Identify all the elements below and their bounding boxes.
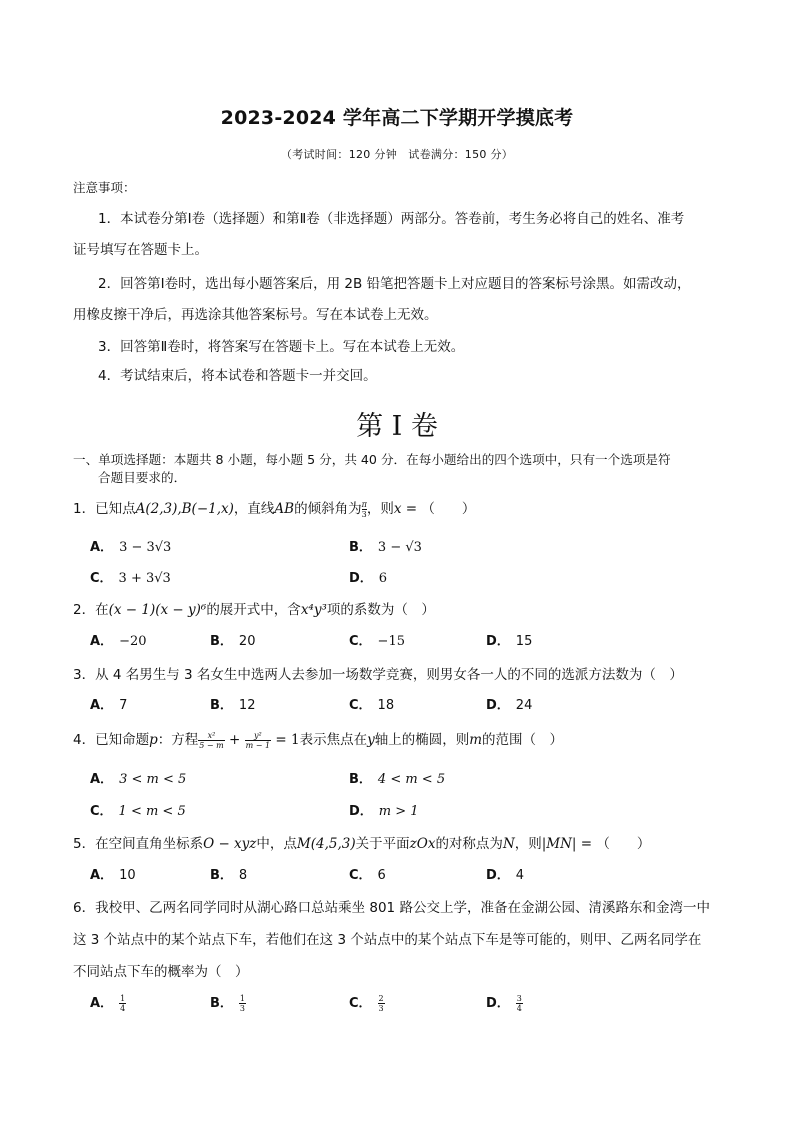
q2-option-c: C． −15 [349,634,405,649]
exam-title: 2023-2024 学年高二下学期开学摸底考 [220,107,574,129]
question-1-math: A(2,3),B(−1,x) [135,501,234,517]
exam-subtitle: （考试时间：120 分钟 试卷满分：150 分） [280,148,514,161]
question-6-line-1: 6．我校甲、乙两名同学同时从湖心路口总站乘坐 801 路公交上学，准备在金湖公园、清溪路东和金湾一中 [73,900,710,916]
question-5: 5．在空间直角坐标系O − xyz中，点M(4,5,3)关于平面zOx的对称点为N，则|MN| = （ ） [73,836,651,852]
part1-instruction-line-1: 一、单项选择题：本题共 8 小题，每小题 5 分，共 40 分．在每小题给出的四个选项中，只有一个选项是符 [73,452,671,467]
q3-option-d: D． 24 [486,698,533,713]
q3-option-a: A． 7 [90,698,128,713]
q4-option-c: C． 1 < m < 5 [90,804,186,819]
q4-option-a: A． 3 < m < 5 [90,772,187,787]
q5-option-b: B． 8 [210,868,248,883]
q6-option-c: C． $\frac{2}{3}$ [349,994,384,1013]
q6-option-a: A． $\frac{1}{4}$ [90,994,126,1013]
part1-instruction-line-2: 合题目要求的． [98,470,187,485]
question-4-fraction-x: $\frac{\text{x²}}{5 - m}$ [199,730,224,750]
notice-item-4: 4．考试结束后，将本试卷和答题卡一并交回。 [98,368,377,384]
q5-option-d: D． 4 [486,868,525,883]
question-6-line-3: 不同站点下车的概率为（ ） [73,964,249,980]
q2-option-a: A． −20 [90,634,147,649]
q1-option-b: B． 3 − √3 [349,540,422,555]
q1-option-d: D． 6 [349,571,388,586]
q1-option-a: A． 3 − 3√3 [90,540,172,555]
q2-option-b: B． 20 [210,634,256,649]
q3-option-c: C． 18 [349,698,395,713]
q4-option-b: B． 4 < m < 5 [349,772,446,787]
question-2: 2．在(x − 1)(x − y)⁶的展开式中，含x⁴y³项的系数为（ ） [73,602,435,618]
notice-heading: 注意事项： [73,180,136,195]
notice-item-3: 3．回答第Ⅱ卷时，将答案写在答题卡上。写在本试卷上无效。 [98,339,465,355]
q6-option-d: D． $\frac{3}{4}$ [486,994,522,1013]
question-6-line-2: 这 3 个站点中的某个站点下车，若他们在这 3 个站点中的某个站点下车是等可能的，则甲、乙两名同学在 [73,932,702,948]
section-title: 第 I 卷 [356,411,438,442]
question-4-fraction-y: $\frac{\text{y²}}{m - 1}$ [245,730,271,750]
question-4: 4．已知命题p：方程 $\frac{\text{x²}}{5 - m}$ + $\frac{\text{y²}}{m - 1}$ = 1表示焦点在y轴上的椭圆，则m的范围（ ） [73,730,564,750]
q6-option-b: B． $\frac{1}{3}$ [210,994,246,1013]
notice-item-1-line-2: 证号填写在答题卡上。 [73,242,208,258]
notice-item-2-line-1: 2．回答第Ⅰ卷时，选出每小题答案后，用 2B 铅笔把答题卡上对应题目的答案标号涂黑。如需改动， [98,276,691,292]
notice-item-1-line-1: 1．本试卷分第Ⅰ卷（选择题）和第Ⅱ卷（非选择题）两部分。答卷前，考生务必将自己的姓名、准考 [98,211,685,227]
q5-option-c: C． 6 [349,868,386,883]
question-1-fraction: $\frac{\pi}{3}$ [361,499,367,519]
q5-option-a: A． 10 [90,868,136,883]
q2-option-d: D． 15 [486,634,533,649]
question-1: 1．已知点A(2,3),B(−1,x)，直线AB的倾斜角为 $\frac{\pi}{3}$ ，则x = （ ） [73,499,476,519]
q3-option-b: B． 12 [210,698,256,713]
question-3: 3．从 4 名男生与 3 名女生中选两人去参加一场数学竞赛，则男女各一人的不同的选派方法数为（ ） [73,667,683,683]
q4-option-d: D． m > 1 [349,804,419,819]
notice-item-2-line-2: 用橡皮擦干净后，再选涂其他答案标号。写在本试卷上无效。 [73,307,438,323]
q1-option-c: C． 3 + 3√3 [90,571,171,586]
question-1-text: 1．已知点 [73,501,136,517]
